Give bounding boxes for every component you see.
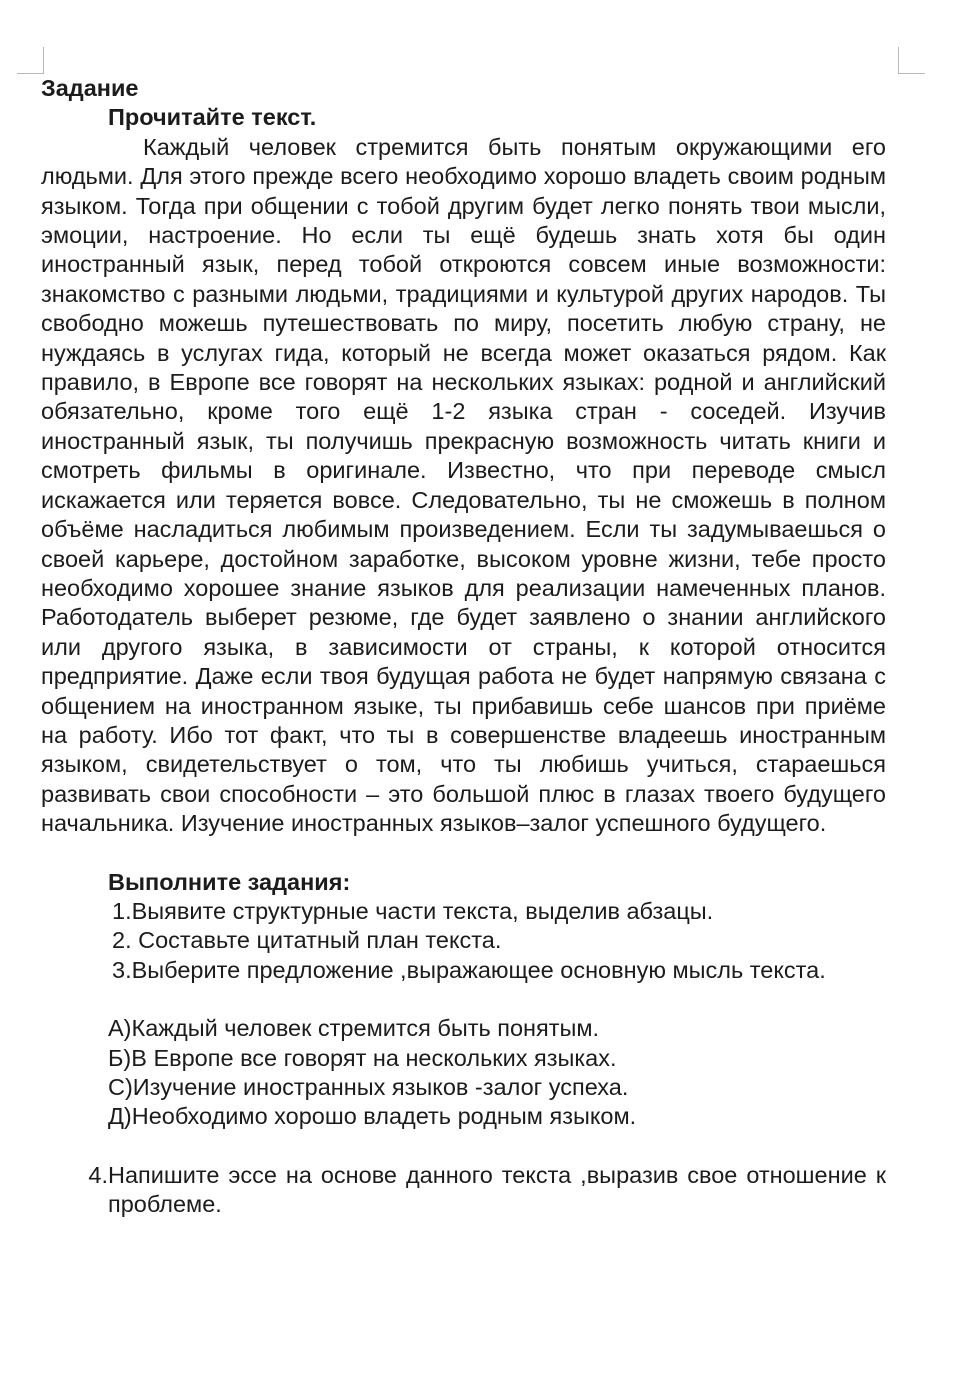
document-heading: Задание xyxy=(41,75,139,101)
crop-mark-left-horizontal xyxy=(17,73,44,74)
spacer xyxy=(41,1132,886,1161)
task-2: 2. Составьте цитатный план текста. xyxy=(112,927,502,954)
tasks-heading: Выполните задания: xyxy=(108,868,351,895)
answer-option-a: А)Каждый человек стремится быть понятым. xyxy=(108,1015,600,1042)
crop-mark-right-vertical xyxy=(898,47,899,73)
crop-mark-right-horizontal xyxy=(898,73,925,74)
task-4-number: 4. xyxy=(88,1161,108,1188)
reading-text: Каждый человек стремится быть понятым окружающими его людьми. Для этого прежде всего необходимо хорошо владеть своим родным языком. Тогда при общении с тобой другим будет легко понять твои мысли, эмоции, настроение. Но если ты ещё будешь знать хотя бы один иностранный язык, перед тобой откроются совсем иные возможности: знакомство с разными людьми, традициями и культурой других народов. Ты свободно можешь путешествовать по миру, посетить любую страну, не нуждаясь в услугах гида, который не всегда может оказаться рядом. Как правило, в Европе все говорят на нескольких языках: родной и английский обязательно, кроме того ещё 1-2 языка стран - соседей. Изучив иностранный язык, ты получишь прекрасную возможность читать книги и смотреть фильмы в оригинале. Известно, что при переводе смысл искажается или теряется вовсе. Следовательно, ты не сможешь в полном объёме насладиться любимым произведением. Если ты задумываешься о своей карьере, достойном заработке, высоком уровне жизни, тебе просто необходимо хорошее знание языков для реализации намеченных планов. Работодатель выберет резюме, где будет заявлено о знании английского или другого языка, в зависимости от страны, к которой относится предприятие. Даже если твоя будущая работа не будет напрямую связана с общением на иностранном языке, ты прибавишь себе шансов при приёме на работу. Ибо тот факт, что ты в совершенстве владеешь иностранным языком, свидетельствует о том, что ты любишь учиться, стараешься развивать свои способности – это большой плюс в глазах твоего будущего начальника. Изучение иностранных языков–залог успешного будущего. xyxy=(41,133,886,837)
task-3: 3.Выберите предложение ,выражающее основную мысль текста. xyxy=(112,956,826,983)
spacer xyxy=(41,839,886,868)
crop-mark-left-vertical xyxy=(43,47,44,73)
task-4 xyxy=(41,1161,886,1220)
task-4-text: Напишите эссе на основе данного текста ,выразив свое отношение к проблеме. xyxy=(108,1161,886,1218)
spacer xyxy=(41,985,886,1014)
answer-option-c: С)Изучение иностранных языков -залог успеха. xyxy=(108,1074,629,1100)
document-page xyxy=(41,74,886,1220)
answer-option-d: Д)Необходимо хорошо владеть родным языком. xyxy=(108,1103,637,1130)
task-1: 1.Выявите структурные части текста, выделив абзацы. xyxy=(112,897,714,924)
answer-option-b: Б)В Европе все говорят на нескольких языках. xyxy=(108,1044,617,1071)
reading-instruction: Прочитайте текст. xyxy=(108,104,317,131)
